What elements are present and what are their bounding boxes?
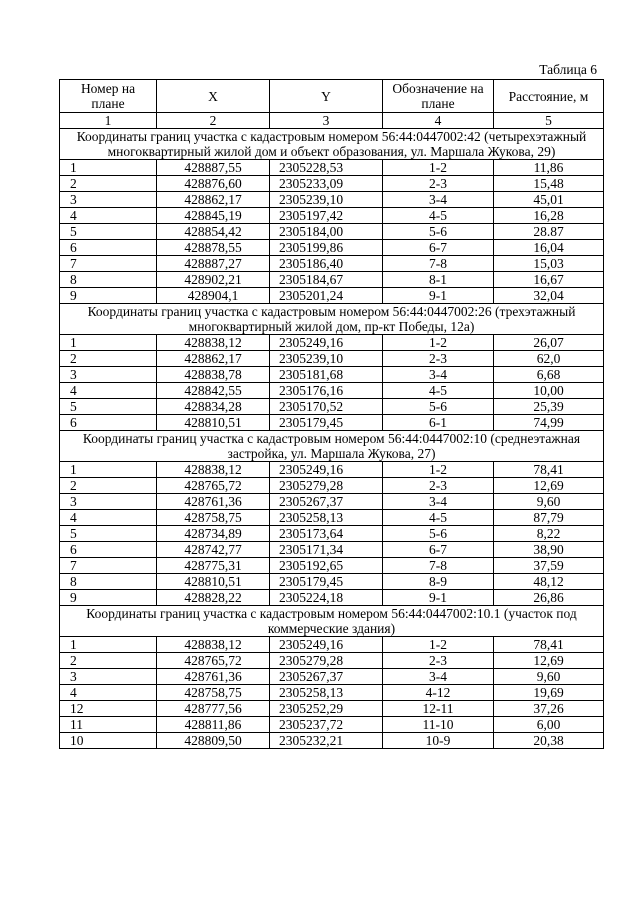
section-title: Координаты границ участка с кадастровым номером 56:44:0447002:10.1 (участок под коммерческие здания)	[60, 606, 604, 637]
designation-cell: 6-1	[383, 415, 494, 431]
y-coordinate-cell: 2305186,40	[270, 256, 383, 272]
section-title-row	[60, 304, 604, 335]
x-coordinate-cell: 428758,75	[157, 510, 270, 526]
x-coordinate-cell: 428811,86	[157, 717, 270, 733]
x-coordinate-cell: 428765,72	[157, 653, 270, 669]
distance-cell: 19,69	[494, 685, 604, 701]
distance-cell: 45,01	[494, 192, 604, 208]
distance-cell: 62,0	[494, 351, 604, 367]
header-x: X	[157, 80, 270, 113]
designation-cell: 10-9	[383, 733, 494, 749]
table-row	[60, 288, 604, 304]
y-coordinate-cell: 2305267,37	[270, 494, 383, 510]
table-row	[60, 653, 604, 669]
x-coordinate-cell: 428838,12	[157, 637, 270, 653]
y-coordinate-cell: 2305170,52	[270, 399, 383, 415]
table-row	[60, 542, 604, 558]
designation-cell: 1-2	[383, 335, 494, 351]
point-number-cell: 10	[60, 733, 157, 749]
section-title-row	[60, 431, 604, 462]
y-coordinate-cell: 2305258,13	[270, 685, 383, 701]
x-coordinate-cell: 428761,36	[157, 494, 270, 510]
y-coordinate-cell: 2305249,16	[270, 462, 383, 478]
table-row	[60, 256, 604, 272]
x-coordinate-cell: 428838,78	[157, 367, 270, 383]
y-coordinate-cell: 2305239,10	[270, 192, 383, 208]
y-coordinate-cell: 2305237,72	[270, 717, 383, 733]
y-coordinate-cell: 2305249,16	[270, 335, 383, 351]
distance-cell: 16,04	[494, 240, 604, 256]
designation-cell: 4-5	[383, 510, 494, 526]
designation-cell: 5-6	[383, 224, 494, 240]
y-coordinate-cell: 2305228,53	[270, 160, 383, 176]
x-coordinate-cell: 428887,55	[157, 160, 270, 176]
y-coordinate-cell: 2305279,28	[270, 653, 383, 669]
x-coordinate-cell: 428742,77	[157, 542, 270, 558]
table-row	[60, 701, 604, 717]
table-row	[60, 272, 604, 288]
designation-cell: 9-1	[383, 590, 494, 606]
table-row	[60, 415, 604, 431]
y-coordinate-cell: 2305171,34	[270, 542, 383, 558]
header-y: Y	[270, 80, 383, 113]
column-number: 1	[60, 113, 157, 129]
designation-cell: 3-4	[383, 367, 494, 383]
x-coordinate-cell: 428904,1	[157, 288, 270, 304]
x-coordinate-cell: 428902,21	[157, 272, 270, 288]
point-number-cell: 2	[60, 478, 157, 494]
table-row	[60, 335, 604, 351]
point-number-cell: 6	[60, 415, 157, 431]
distance-cell: 15,03	[494, 256, 604, 272]
y-coordinate-cell: 2305232,21	[270, 733, 383, 749]
distance-cell: 6,00	[494, 717, 604, 733]
table-row	[60, 717, 604, 733]
table-row	[60, 733, 604, 749]
table-row	[60, 637, 604, 653]
y-coordinate-cell: 2305239,10	[270, 351, 383, 367]
designation-cell: 3-4	[383, 494, 494, 510]
x-coordinate-cell: 428809,50	[157, 733, 270, 749]
x-coordinate-cell: 428761,36	[157, 669, 270, 685]
designation-cell: 2-3	[383, 351, 494, 367]
point-number-cell: 9	[60, 590, 157, 606]
point-number-cell: 3	[60, 367, 157, 383]
y-coordinate-cell: 2305173,64	[270, 526, 383, 542]
distance-cell: 78,41	[494, 462, 604, 478]
point-number-cell: 3	[60, 669, 157, 685]
x-coordinate-cell: 428887,27	[157, 256, 270, 272]
designation-cell: 6-7	[383, 240, 494, 256]
table-row	[60, 240, 604, 256]
y-coordinate-cell: 2305201,24	[270, 288, 383, 304]
point-number-cell: 6	[60, 542, 157, 558]
x-coordinate-cell: 428838,12	[157, 335, 270, 351]
y-coordinate-cell: 2305233,09	[270, 176, 383, 192]
coordinates-table	[59, 79, 604, 749]
table-row	[60, 383, 604, 399]
y-coordinate-cell: 2305224,18	[270, 590, 383, 606]
table-row	[60, 208, 604, 224]
y-coordinate-cell: 2305176,16	[270, 383, 383, 399]
distance-cell: 16,67	[494, 272, 604, 288]
table-row	[60, 510, 604, 526]
designation-cell: 1-2	[383, 160, 494, 176]
y-coordinate-cell: 2305249,16	[270, 637, 383, 653]
designation-cell: 4-5	[383, 383, 494, 399]
y-coordinate-cell: 2305184,67	[270, 272, 383, 288]
x-coordinate-cell: 428838,12	[157, 462, 270, 478]
point-number-cell: 4	[60, 510, 157, 526]
point-number-cell: 7	[60, 256, 157, 272]
point-number-cell: 6	[60, 240, 157, 256]
y-coordinate-cell: 2305279,28	[270, 478, 383, 494]
point-number-cell: 4	[60, 383, 157, 399]
point-number-cell: 2	[60, 176, 157, 192]
designation-cell: 4-12	[383, 685, 494, 701]
table-row	[60, 590, 604, 606]
point-number-cell: 3	[60, 192, 157, 208]
distance-cell: 38,90	[494, 542, 604, 558]
designation-cell: 5-6	[383, 399, 494, 415]
point-number-cell: 8	[60, 272, 157, 288]
x-coordinate-cell: 428777,56	[157, 701, 270, 717]
table-row	[60, 669, 604, 685]
header-distance: Расстояние, м	[494, 80, 604, 113]
distance-cell: 16,28	[494, 208, 604, 224]
y-coordinate-cell: 2305252,29	[270, 701, 383, 717]
x-coordinate-cell: 428845,19	[157, 208, 270, 224]
table-row	[60, 462, 604, 478]
distance-cell: 11,86	[494, 160, 604, 176]
table-row	[60, 351, 604, 367]
designation-cell: 11-10	[383, 717, 494, 733]
header-row	[60, 80, 604, 113]
coordinates-table-body	[60, 80, 604, 749]
x-coordinate-cell: 428810,51	[157, 574, 270, 590]
column-number-row	[60, 113, 604, 129]
point-number-cell: 1	[60, 335, 157, 351]
distance-cell: 28.87	[494, 224, 604, 240]
distance-cell: 12,69	[494, 478, 604, 494]
distance-cell: 15,48	[494, 176, 604, 192]
table-row	[60, 176, 604, 192]
designation-cell: 2-3	[383, 176, 494, 192]
x-coordinate-cell: 428854,42	[157, 224, 270, 240]
designation-cell: 5-6	[383, 526, 494, 542]
point-number-cell: 4	[60, 685, 157, 701]
designation-cell: 6-7	[383, 542, 494, 558]
x-coordinate-cell: 428878,55	[157, 240, 270, 256]
point-number-cell: 11	[60, 717, 157, 733]
distance-cell: 26,07	[494, 335, 604, 351]
designation-cell: 2-3	[383, 478, 494, 494]
x-coordinate-cell: 428810,51	[157, 415, 270, 431]
table-row	[60, 192, 604, 208]
column-number: 3	[270, 113, 383, 129]
distance-cell: 78,41	[494, 637, 604, 653]
point-number-cell: 1	[60, 462, 157, 478]
column-number: 5	[494, 113, 604, 129]
table-row	[60, 224, 604, 240]
y-coordinate-cell: 2305258,13	[270, 510, 383, 526]
y-coordinate-cell: 2305197,42	[270, 208, 383, 224]
x-coordinate-cell: 428765,72	[157, 478, 270, 494]
section-title: Координаты границ участка с кадастровым номером 56:44:0447002:26 (трехэтажный многоквартирный жилой дом, пр-кт Победы, 12а)	[60, 304, 604, 335]
y-coordinate-cell: 2305192,65	[270, 558, 383, 574]
distance-cell: 48,12	[494, 574, 604, 590]
column-number: 4	[383, 113, 494, 129]
point-number-cell: 3	[60, 494, 157, 510]
distance-cell: 32,04	[494, 288, 604, 304]
designation-cell: 7-8	[383, 558, 494, 574]
table-row	[60, 574, 604, 590]
table-caption: Таблица 6	[539, 62, 597, 77]
point-number-cell: 7	[60, 558, 157, 574]
distance-cell: 20,38	[494, 733, 604, 749]
distance-cell: 9,60	[494, 494, 604, 510]
designation-cell: 2-3	[383, 653, 494, 669]
x-coordinate-cell: 428828,22	[157, 590, 270, 606]
x-coordinate-cell: 428775,31	[157, 558, 270, 574]
distance-cell: 37,26	[494, 701, 604, 717]
designation-cell: 7-8	[383, 256, 494, 272]
point-number-cell: 5	[60, 224, 157, 240]
y-coordinate-cell: 2305179,45	[270, 574, 383, 590]
distance-cell: 37,59	[494, 558, 604, 574]
distance-cell: 12,69	[494, 653, 604, 669]
x-coordinate-cell: 428862,17	[157, 192, 270, 208]
point-number-cell: 1	[60, 637, 157, 653]
distance-cell: 26,86	[494, 590, 604, 606]
point-number-cell: 12	[60, 701, 157, 717]
x-coordinate-cell: 428734,89	[157, 526, 270, 542]
y-coordinate-cell: 2305184,00	[270, 224, 383, 240]
table-row	[60, 399, 604, 415]
point-number-cell: 5	[60, 399, 157, 415]
point-number-cell: 9	[60, 288, 157, 304]
section-title-row	[60, 129, 604, 160]
designation-cell: 4-5	[383, 208, 494, 224]
designation-cell: 9-1	[383, 288, 494, 304]
distance-cell: 25,39	[494, 399, 604, 415]
designation-cell: 3-4	[383, 192, 494, 208]
table-row	[60, 526, 604, 542]
x-coordinate-cell: 428834,28	[157, 399, 270, 415]
distance-cell: 74,99	[494, 415, 604, 431]
point-number-cell: 8	[60, 574, 157, 590]
distance-cell: 9,60	[494, 669, 604, 685]
designation-cell: 12-11	[383, 701, 494, 717]
header-plan-number: Номер на плане	[60, 80, 157, 113]
y-coordinate-cell: 2305181,68	[270, 367, 383, 383]
x-coordinate-cell: 428862,17	[157, 351, 270, 367]
point-number-cell: 5	[60, 526, 157, 542]
section-title-row	[60, 606, 604, 637]
designation-cell: 1-2	[383, 462, 494, 478]
designation-cell: 8-9	[383, 574, 494, 590]
table-row	[60, 558, 604, 574]
designation-cell: 1-2	[383, 637, 494, 653]
table-row	[60, 478, 604, 494]
header-designation: Обозначение на плане	[383, 80, 494, 113]
table-row	[60, 367, 604, 383]
distance-cell: 87,79	[494, 510, 604, 526]
y-coordinate-cell: 2305179,45	[270, 415, 383, 431]
column-number: 2	[157, 113, 270, 129]
distance-cell: 6,68	[494, 367, 604, 383]
designation-cell: 3-4	[383, 669, 494, 685]
x-coordinate-cell: 428758,75	[157, 685, 270, 701]
y-coordinate-cell: 2305267,37	[270, 669, 383, 685]
x-coordinate-cell: 428842,55	[157, 383, 270, 399]
y-coordinate-cell: 2305199,86	[270, 240, 383, 256]
table-row	[60, 685, 604, 701]
distance-cell: 8,22	[494, 526, 604, 542]
table-row	[60, 160, 604, 176]
section-title: Координаты границ участка с кадастровым номером 56:44:0447002:10 (среднеэтажная застройка, ул. Маршала Жукова, 27)	[60, 431, 604, 462]
designation-cell: 8-1	[383, 272, 494, 288]
section-title: Координаты границ участка с кадастровым номером 56:44:0447002:42 (четырехэтажный многоквартирный жилой дом и объект образования, ул. Маршала Жукова, 29)	[60, 129, 604, 160]
point-number-cell: 2	[60, 351, 157, 367]
table-row	[60, 494, 604, 510]
distance-cell: 10,00	[494, 383, 604, 399]
x-coordinate-cell: 428876,60	[157, 176, 270, 192]
point-number-cell: 2	[60, 653, 157, 669]
point-number-cell: 1	[60, 160, 157, 176]
point-number-cell: 4	[60, 208, 157, 224]
